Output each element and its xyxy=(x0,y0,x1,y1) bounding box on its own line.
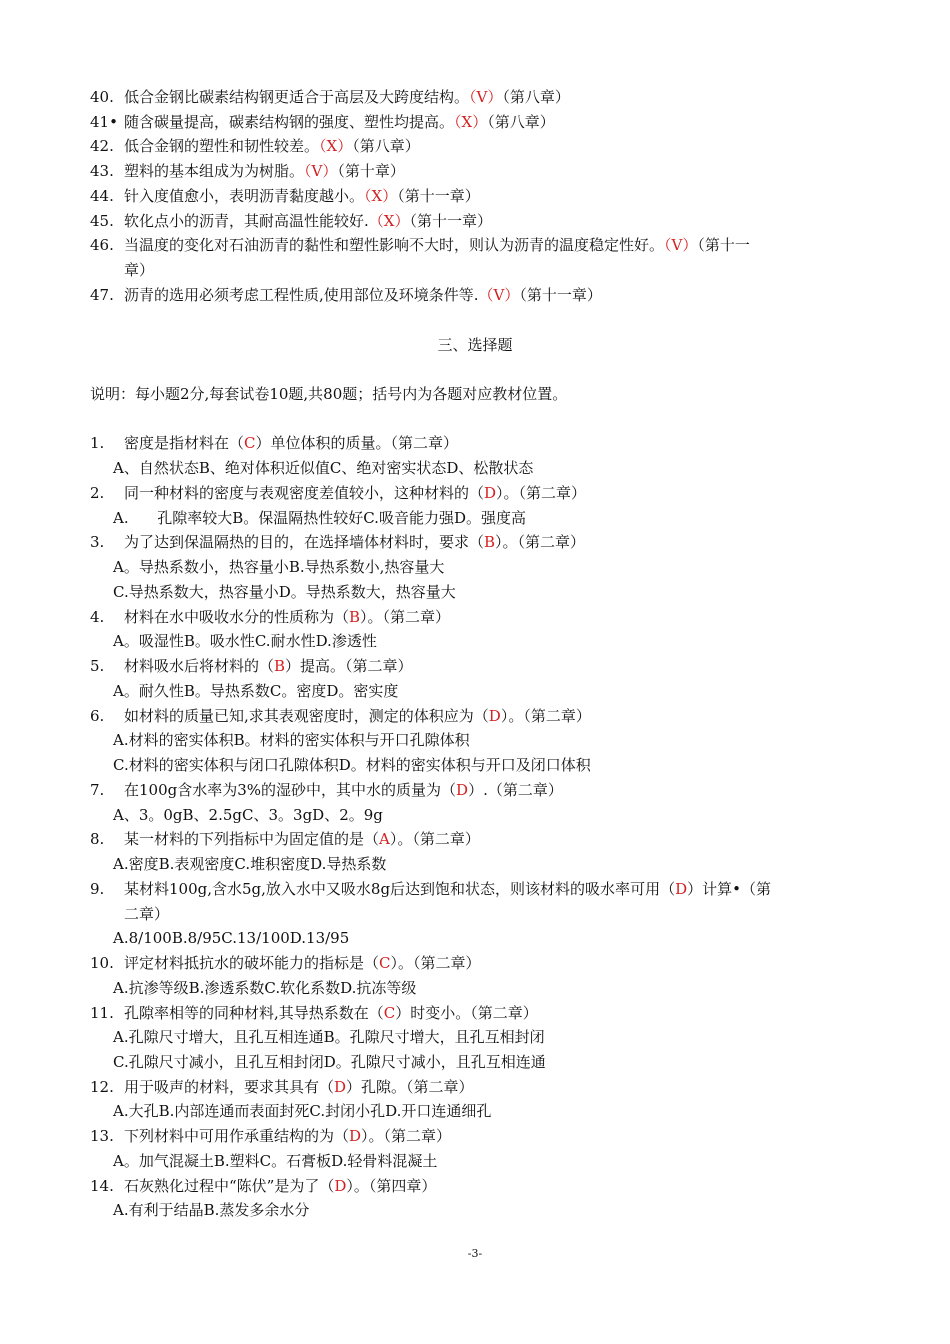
question-number: 10. xyxy=(90,954,114,972)
answer-mark: （V） xyxy=(664,236,698,254)
item-text: 低合金钢的塑性和韧性较差。 xyxy=(124,137,320,155)
question-number: 4. xyxy=(90,608,105,626)
chapter-ref: （第十一章） xyxy=(397,187,480,205)
answer-letter: B xyxy=(484,533,496,551)
tf-item-continuation: 章） xyxy=(124,261,155,279)
question-options: C.材料的密实体积与闭口孔隙体积D。材料的密实体积与开口及闭口体积 xyxy=(113,756,591,774)
tf-item xyxy=(90,134,420,158)
question-stem: 材料吸水后将材料的（ xyxy=(124,657,275,675)
question-stem-tail: ）单位体积的质量。（第二章） xyxy=(255,434,459,452)
section-note: 说明：每小题2分,每套试卷10题,共80题；括号内为各题对应教材位置。 xyxy=(90,385,568,403)
item-number: 43. xyxy=(90,162,114,180)
answer-mark: （X） xyxy=(319,137,353,155)
question-stem-tail: ）.（第二章） xyxy=(468,781,563,799)
question-stem-tail: ）。（第二章） xyxy=(360,608,451,626)
answer-letter: B xyxy=(349,608,361,626)
chapter-ref: （第十一 xyxy=(697,236,750,254)
question xyxy=(90,827,480,851)
question-options: A。耐久性B。导热系数C。密度D。密实度 xyxy=(113,682,399,700)
answer-letter: D xyxy=(334,1078,347,1096)
question-number: 7. xyxy=(90,781,105,799)
question-number: 9. xyxy=(90,880,105,898)
tf-item xyxy=(90,233,750,257)
question-options: A.大孔B.内部连通而表面封死C.封闭小孔D.开口连通细孔 xyxy=(113,1102,492,1120)
question xyxy=(90,654,413,678)
question-options: A.材料的密实体积B。材料的密实体积与开口孔隙体积 xyxy=(113,731,470,749)
answer-mark: （V） xyxy=(469,88,503,106)
question-stem: 石灰熟化过程中“陈伏”是为了（ xyxy=(124,1177,335,1195)
question xyxy=(90,530,585,554)
question-number: 2. xyxy=(90,484,105,502)
question-number: 5. xyxy=(90,657,105,675)
tf-item xyxy=(90,184,480,208)
item-number: 41• xyxy=(90,113,118,131)
answer-letter: C xyxy=(383,1004,396,1022)
chapter-ref: （第八章） xyxy=(487,113,555,131)
answer-letter: D xyxy=(334,1177,347,1195)
question-stem-tail: ）。（第二章） xyxy=(496,484,587,502)
question-options: A.孔隙尺寸增大，且孔互相连通B。孔隙尺寸增大，且孔互相封闭 xyxy=(113,1028,545,1046)
question-number: 14. xyxy=(90,1177,114,1195)
question-options: C.孔隙尺寸减小，且孔互相封闭D。孔隙尺寸减小，且孔互相连通 xyxy=(113,1053,546,1071)
answer-letter: D xyxy=(484,484,497,502)
question-stem-tail: ）。（第二章） xyxy=(390,954,481,972)
tf-item xyxy=(90,85,570,109)
item-text: 针入度值愈小，表明沥青黏度越小。 xyxy=(124,187,365,205)
question-stem: 密度是指材料在（ xyxy=(124,434,245,452)
question-options: A。吸湿性B。吸水性C.耐水性D.渗透性 xyxy=(113,632,377,650)
question-stem-tail: ）时变小。（第二章） xyxy=(395,1004,538,1022)
question-number: 3. xyxy=(90,533,105,551)
question-options: A、自然状态B、绝对体积近似值C、绝对密实状态D、松散状态 xyxy=(113,459,534,477)
question-stem: 用于吸声的材料，要求其具有（ xyxy=(124,1078,335,1096)
answer-letter: D xyxy=(456,781,469,799)
question-number: 13. xyxy=(90,1127,114,1145)
answer-mark: （X） xyxy=(364,187,398,205)
item-text: 沥青的选用必须考虑工程性质,使用部位及环境条件等. xyxy=(124,286,479,304)
question-stem-tail: ）。（第二章） xyxy=(500,707,591,725)
question-stem: 同一种材料的密度与表观密度差值较小，这种材料的（ xyxy=(124,484,485,502)
item-text: 随含碳量提高，碳素结构钢的强度、塑性均提高。 xyxy=(124,113,455,131)
question xyxy=(90,704,591,728)
question-stem: 评定材料抵抗水的破坏能力的指标是（ xyxy=(124,954,380,972)
question-stem-tail: ）。（第二章） xyxy=(495,533,586,551)
item-text: 当温度的变化对石油沥青的黏性和塑性影响不大时，则认为沥青的温度稳定性好。 xyxy=(124,236,665,254)
question xyxy=(90,877,771,901)
question-stem: 孔隙率相等的同种材料,其导热系数在（ xyxy=(124,1004,384,1022)
question-number: 8. xyxy=(90,830,105,848)
question-stem: 在100g含水率为3%的湿砂中，其中水的质量为（ xyxy=(124,781,457,799)
question-number: 6. xyxy=(90,707,105,725)
question-options: A.8/100B.8/95C.13/100D.13/95 xyxy=(113,929,350,947)
item-number: 40. xyxy=(90,88,114,106)
question-stem: 如材料的质量已知,求其表观密度时，测定的体积应为（ xyxy=(124,707,489,725)
item-number: 44. xyxy=(90,187,114,205)
answer-mark: （V） xyxy=(478,286,520,304)
tf-item xyxy=(90,283,602,307)
tf-item xyxy=(90,209,492,233)
question xyxy=(90,778,563,802)
question-options: A。导热系数小，热容量小B.导热系数小,热容量大 xyxy=(113,558,445,576)
question-options: A.密度B.表观密度C.堆积密度D.导热系数 xyxy=(113,855,387,873)
tf-item xyxy=(90,110,555,134)
item-text: 低合金钢比碳素结构钢更适合于高层及大跨度结构。 xyxy=(124,88,470,106)
answer-mark: （V） xyxy=(304,162,338,180)
question-stem: 某一材料的下列指标中为固定值的是（ xyxy=(124,830,380,848)
answer-letter: D xyxy=(488,707,501,725)
chapter-ref: （第八章） xyxy=(352,137,420,155)
answer-mark: （X） xyxy=(368,212,410,230)
item-text: 软化点小的沥青，其耐高温性能较好. xyxy=(124,212,369,230)
answer-letter: A xyxy=(379,830,390,848)
question-stem-tail: ）。（第二章） xyxy=(361,1127,452,1145)
answer-letter: C xyxy=(244,434,256,452)
question-stem: 某材料100g,含水5g,放入水中又吸水8g后达到饱和状态，则该材料的吸水率可用（ xyxy=(124,880,676,898)
page-number: -3- xyxy=(467,1247,483,1260)
question xyxy=(90,431,458,455)
answer-letter: D xyxy=(675,880,688,898)
question-options: A.抗渗等级B.渗透系数C.软化系数D.抗冻等级 xyxy=(113,979,417,997)
chapter-ref: （第八章） xyxy=(502,88,570,106)
question-continuation: 二章） xyxy=(124,905,170,923)
answer-mark: （X） xyxy=(454,113,488,131)
question-stem-tail: ）。（第二章） xyxy=(389,830,480,848)
question xyxy=(90,1075,474,1099)
question-number: 1. xyxy=(90,434,105,452)
answer-letter: C xyxy=(379,954,391,972)
answer-letter: B xyxy=(274,657,286,675)
question-options: A.有利于结晶B.蒸发多余水分 xyxy=(113,1201,310,1219)
question-stem-tail: ）计算•（第 xyxy=(687,880,771,898)
item-number: 47. xyxy=(90,286,114,304)
item-number: 46. xyxy=(90,236,114,254)
item-number: 45. xyxy=(90,212,114,230)
question-stem-tail: ）孔隙。（第二章） xyxy=(346,1078,474,1096)
question-options: A. 孔隙率较大B。保温隔热性较好C.吸音能力强D。强度高 xyxy=(113,509,526,527)
question xyxy=(90,481,586,505)
question xyxy=(90,605,450,629)
question-stem: 下列材料中可用作承重结构的为（ xyxy=(124,1127,350,1145)
question xyxy=(90,1001,538,1025)
answer-letter: D xyxy=(349,1127,362,1145)
question-options: A。加气混凝土B.塑料C。石膏板D.轻骨料混凝土 xyxy=(113,1152,438,1170)
question-options: A、3。0gB、2.5gC、3。3gD、2。9g xyxy=(113,806,383,824)
question-options: C.导热系数大，热容量小D。导热系数大，热容量大 xyxy=(113,583,456,601)
question xyxy=(90,1174,436,1198)
chapter-ref: （第十章） xyxy=(337,162,405,180)
question-stem: 为了达到保温隔热的目的，在选择墙体材料时，要求（ xyxy=(124,533,485,551)
item-number: 42. xyxy=(90,137,114,155)
question-number: 11. xyxy=(90,1004,114,1022)
question-stem-tail: ）。（第四章） xyxy=(346,1177,437,1195)
question-stem-tail: ）提高。（第二章） xyxy=(285,657,413,675)
question-stem: 材料在水中吸收水分的性质称为（ xyxy=(124,608,350,626)
section-title: 三、选择题 xyxy=(437,336,513,354)
chapter-ref: （第十一章） xyxy=(519,286,602,304)
question-number: 12. xyxy=(90,1078,114,1096)
question xyxy=(90,951,481,975)
item-text: 塑料的基本组成为为树脂。 xyxy=(124,162,305,180)
chapter-ref: （第十一章） xyxy=(409,212,492,230)
question xyxy=(90,1124,451,1148)
tf-item xyxy=(90,159,405,183)
